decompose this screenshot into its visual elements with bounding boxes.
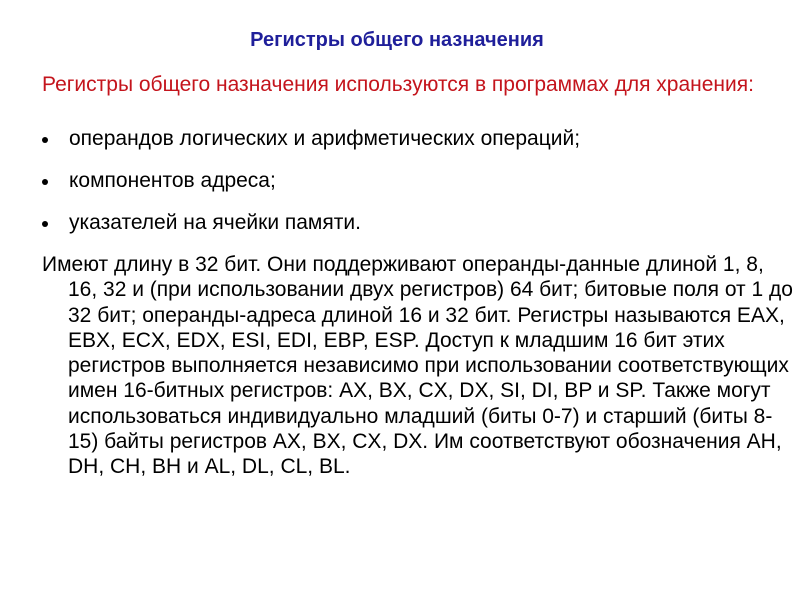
bullet-text: компонентов адреса;	[69, 169, 276, 192]
bullet-text: операндов логических и арифметических операций;	[69, 127, 581, 150]
bullet-list	[42, 126, 762, 252]
list-item	[42, 126, 762, 151]
bullet-text: указателей на ячейки памяти.	[69, 211, 361, 234]
intro-text: Регистры общего назначения используются в программах для хранения:	[42, 73, 754, 96]
list-item	[42, 168, 762, 193]
bullet-dot-icon	[42, 137, 48, 143]
slide-title: Регистры общего назначения	[250, 29, 544, 51]
bullet-dot-icon	[42, 179, 48, 185]
body-paragraph: Имеют длину в 32 бит. Они поддерживают операнды-данные длиной 1, 8, 16, 32 и (при использовании двух регистров) 64 бит; битовые поля от 1 до 32 бит; операнды-адреса длиной 16 и 32 бит. Регистры называются EAX, EBX, ECX, EDX, ESI, EDI, EBP, ESP. Доступ к младшим 16 бит этих регистров выполняется независимо при использовании соответствующих имен 16-битных регистров: AX, BX, CX, DX, SI, DI, BP и SP. Также могут использоваться индивидуально младший (биты 0-7) и старший (биты 8-15) байты регистров AX, BX, CX, DX. Им соответствуют обозначения AH, DH, CH, BH и AL, DL, CL, BL.	[42, 253, 793, 479]
list-item	[42, 210, 762, 235]
bullet-dot-icon	[42, 221, 48, 227]
